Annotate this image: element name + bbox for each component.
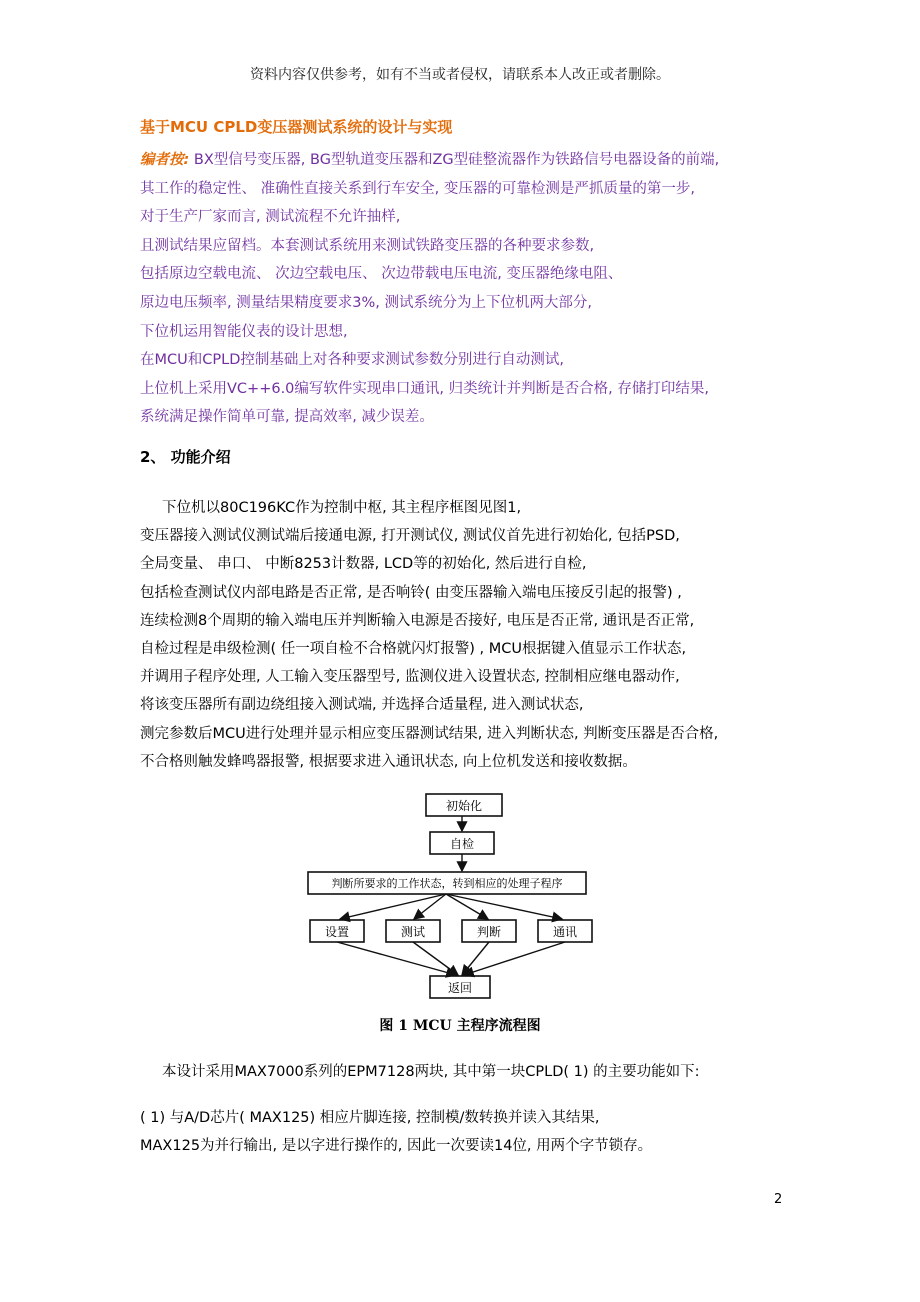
- flowchart-label-test: 测试: [400, 925, 426, 939]
- body-line: 变压器接入测试仪测试端后接通电源, 打开测试仪, 测试仪首先进行初始化, 包括PSD,: [140, 528, 680, 545]
- body-line: 将该变压器所有副边绕组接入测试端, 并选择合适量程, 进入测试状态,: [140, 697, 584, 714]
- flowchart-arrow: [446, 894, 488, 919]
- flowchart-label-decide: 判断: [476, 925, 502, 939]
- editor-note: [140, 146, 840, 432]
- function-description: [140, 494, 840, 776]
- body-line: MAX125为并行输出, 是以字进行操作的, 因此一次要读14位, 用两个字节锁存。: [140, 1138, 653, 1155]
- flowchart-label-judge-state: 判断所要求的工作状态，转到相应的处理子程序: [331, 877, 563, 890]
- page-number: 2: [774, 1192, 783, 1207]
- flowchart-label-return: 返回: [447, 981, 473, 995]
- body-line: 并调用子程序处理, 人工输入变压器型号, 监测仪进入设置状态, 控制相应继电器动作,: [140, 669, 680, 686]
- body-line: 不合格则触发蜂鸣器报警, 根据要求进入通讯状态, 向上位机发送和接收数据。: [140, 753, 637, 770]
- body-line: ( 1) 与A/D芯片( MAX125) 相应片脚连接, 控制模/数转换并读入其结果,: [140, 1110, 600, 1126]
- body-line: 测完参数后MCU进行处理并显示相应变压器测试结果, 进入判断状态, 判断变压器是否合格,: [140, 725, 719, 742]
- editor-note-line: 其工作的稳定性、 准确性直接关系到行车安全, 变压器的可靠检测是严抓质量的第一步,: [140, 180, 695, 197]
- body-line: 下位机以80C196KC作为控制中枢, 其主程序框图见图1,: [162, 500, 522, 516]
- flowchart-label-comm: 通讯: [552, 925, 578, 939]
- section-heading: 2、 功能介绍: [140, 448, 231, 466]
- body-line: 自检过程是串级检测( 任一项自检不合格就闪灯报警) , MCU根据键入值显示工作状态,: [140, 641, 687, 658]
- flowchart-arrow: [464, 942, 565, 975]
- header-disclaimer: 资料内容仅供参考，如有不当或者侵权，请联系本人改正或者删除。: [250, 67, 670, 83]
- editor-note-lead: 编者按:: [140, 152, 190, 168]
- flowchart-arrow: [446, 894, 562, 919]
- editor-note-text: BX型信号变压器, BG型轨道变压器和ZG型硅整流器作为铁路信号电器设备的前端,: [189, 152, 720, 168]
- editor-note-line: 原边电压频率, 测量结果精度要求3%, 测试系统分为上下位机两大部分,: [140, 294, 593, 311]
- editor-note-line: 系统满足操作简单可靠, 提高效率, 减少误差。: [140, 409, 434, 426]
- body-line: 全局变量、 串口、 中断8253计数器, LCD等的初始化, 然后进行自检,: [140, 556, 587, 573]
- editor-note-line: [140, 146, 840, 175]
- editor-note-line: 包括原边空载电流、 次边空载电压、 次边带载电压电流, 变压器绝缘电阻、: [140, 266, 623, 283]
- body-line: 连续检测8个周期的输入端电压并判断输入电源是否接好, 电压是否正常, 通讯是否正常,: [140, 612, 695, 629]
- editor-note-line: 对于生产厂家而言, 测试流程不允许抽样,: [140, 209, 401, 226]
- article-title: 基于MCU CPLD变压器测试系统的设计与实现: [140, 118, 453, 136]
- flowchart-label-init: 初始化: [445, 799, 483, 813]
- flowchart-figure: [296, 784, 616, 1038]
- flowchart-diagram: [296, 784, 616, 1038]
- cpld-intro: 本设计采用MAX7000系列的EPM7128两块, 其中第一块CPLD( 1) 的主要功能如下:: [162, 1064, 700, 1080]
- flowchart-label-setup: 设置: [324, 925, 350, 939]
- editor-note-line: 在MCU和CPLD控制基础上对各种要求测试参数分别进行自动测试,: [140, 352, 564, 369]
- flowchart-arrow: [413, 942, 458, 975]
- figure-caption: 图 1 MCU 主程序流程图: [379, 1018, 541, 1034]
- flowchart-arrow: [337, 942, 456, 975]
- flowchart-label-selfcheck: 自检: [449, 837, 475, 851]
- editor-note-line: 且测试结果应留档。本套测试系统用来测试铁路变压器的各种要求参数,: [140, 237, 595, 254]
- cpld-function-1: [140, 1104, 652, 1161]
- editor-note-line: 下位机运用智能仪表的设计思想,: [140, 323, 348, 340]
- flowchart-arrow: [462, 942, 489, 975]
- body-line: 包括检查测试仪内部电路是否正常, 是否响铃( 由变压器输入端电压接反引起的报警) ,: [140, 584, 682, 601]
- editor-note-line: 上位机上采用VC++6.0编写软件实现串口通讯, 归类统计并判断是否合格, 存储打印结果,: [140, 380, 709, 397]
